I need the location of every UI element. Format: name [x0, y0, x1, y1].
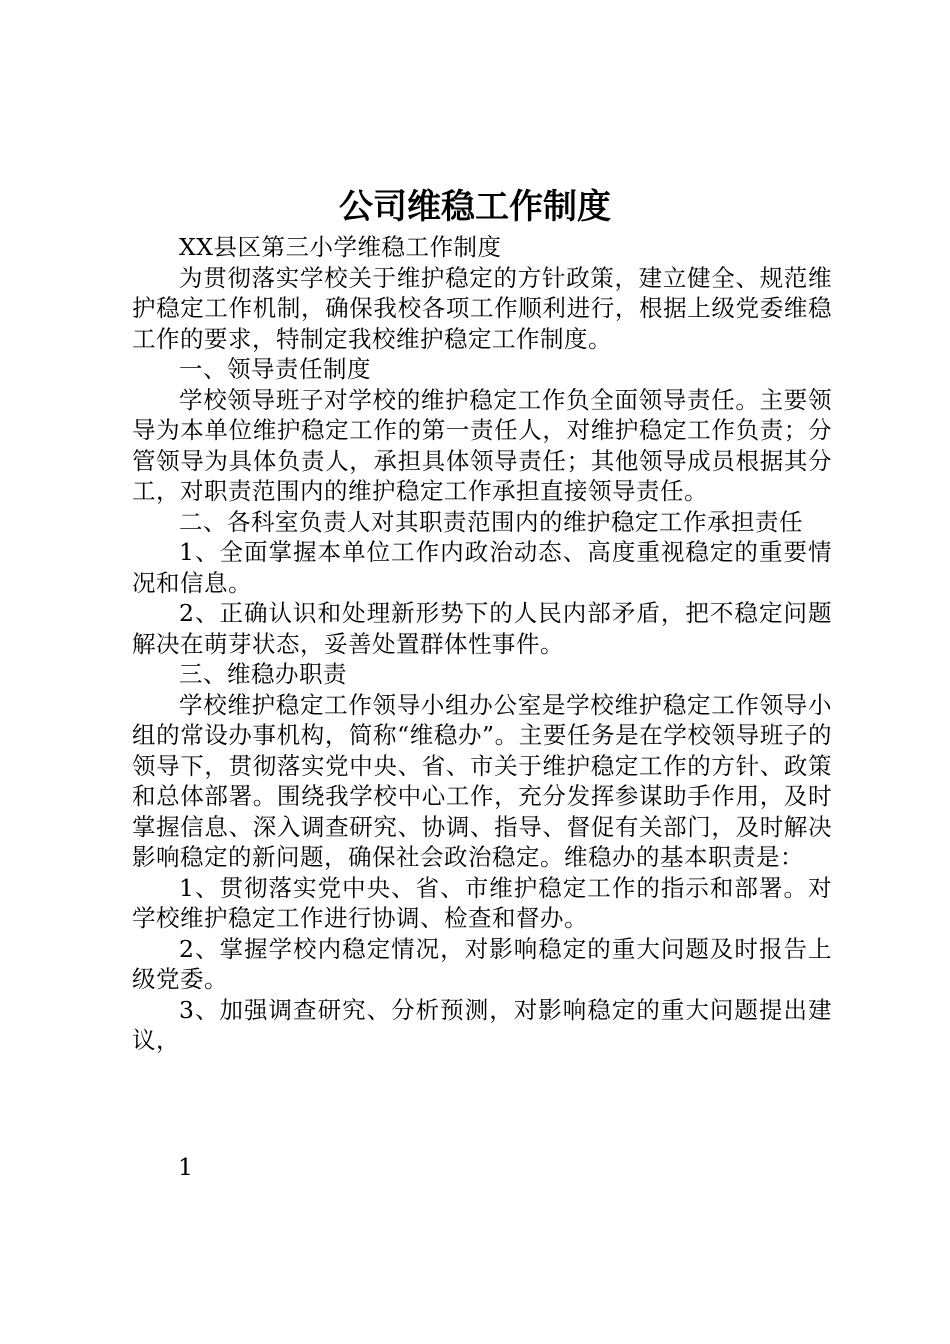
document-title: 公司维稳工作制度 — [339, 187, 611, 227]
paragraph-leadership: 学校领导班子对学校的维护稳定工作负全面领导责任。主要领导为本单位维护稳定工作的第一责任人，对维护稳定工作负责；分管领导为具体负责人，承担具体领导责任；其他领导成员根据其分工，对职责范围内的维护稳定工作承担直接领导责任。 — [132, 385, 832, 505]
section-heading-3: 三、维稳办职责 — [179, 660, 347, 688]
list-item-3-2: 2、掌握学校内稳定情况，对影响稳定的重大问题及时报告上级党委。 — [132, 934, 832, 993]
list-item-2-1: 1、全面掌握本单位工作内政治动态、高度重视稳定的重要情况和信息。 — [132, 538, 832, 597]
list-item-3-1: 1、贯彻落实党中央、省、市维护稳定工作的指示和部署。对学校维护稳定工作进行协调、检查和督办。 — [132, 873, 832, 932]
list-item-2-2: 2、正确认识和处理新形势下的人民内部矛盾，把不稳定问题解决在萌芽状态，妥善处置群体性事件。 — [132, 599, 832, 658]
list-item-3-3: 3、加强调查研究、分析预测，对影响稳定的重大问题提出建议， — [132, 995, 832, 1054]
section-heading-1: 一、领导责任制度 — [179, 355, 371, 383]
paragraph-school-heading: XX县区第三小学维稳工作制度 — [179, 233, 502, 261]
section-heading-2: 二、各科室负责人对其职责范围内的维护稳定工作承担责任 — [179, 507, 803, 536]
document-body — [132, 232, 832, 1056]
paragraph-intro: 为贯彻落实学校关于维护稳定的方针政策，建立健全、规范维护稳定工作机制，确保我校各项工作顺利进行，根据上级党委维稳工作的要求，特制定我校维护稳定工作制度。 — [132, 263, 832, 353]
page-number: 1 — [178, 1153, 193, 1181]
paragraph-office-duties: 学校维护稳定工作领导小组办公室是学校维护稳定工作领导小组的常设办事机构，简称“维稳办”。主要任务是在学校领导班子的领导下，贯彻落实党中央、省、市关于维护稳定工作的方针、政策和总体部署。围绕我学校中心工作，充分发挥参谋助手作用，及时掌握信息、深入调查研究、协调、指导、督促有关部门，及时解决影响稳定的新问题，确保社会政治稳定。维稳办的基本职责是： — [132, 690, 832, 871]
